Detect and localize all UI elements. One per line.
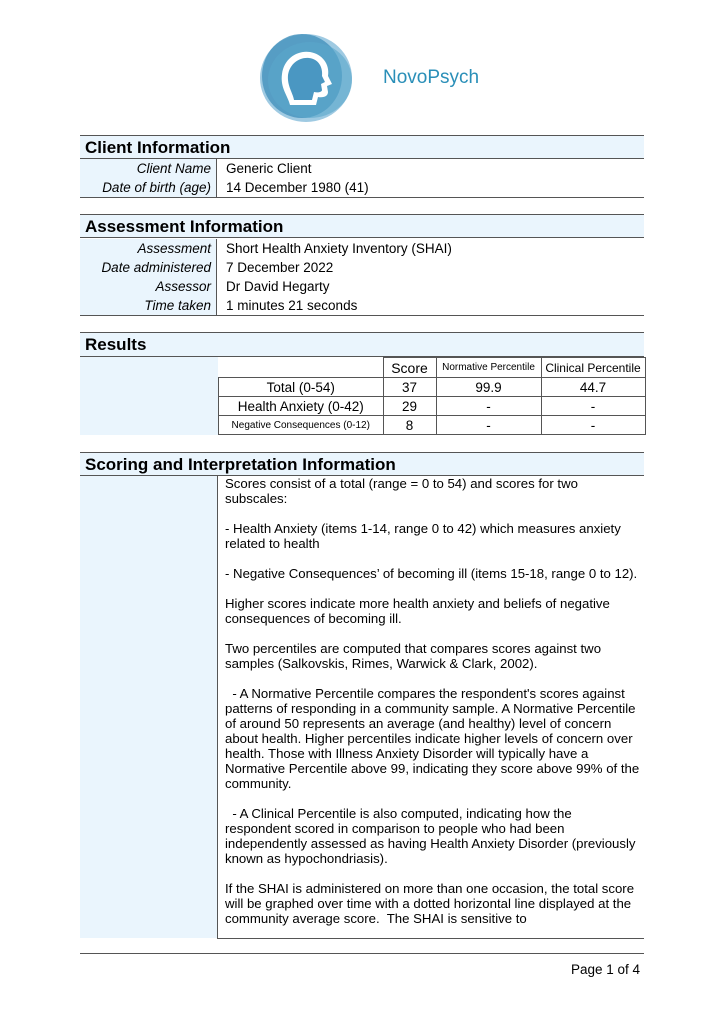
dob-label: Date of birth (age): [80, 178, 217, 197]
date-administered-value: 7 December 2022: [226, 260, 334, 275]
time-taken-value: 1 minutes 21 seconds: [226, 298, 358, 313]
client-name-value: Generic Client: [226, 161, 312, 176]
interpretation-text: [225, 476, 643, 941]
assessor-value: Dr David Hegarty: [226, 279, 330, 294]
time-taken-label: Time taken: [80, 296, 217, 315]
divider: [80, 197, 644, 198]
page-number: Page 1 of 4: [570, 962, 640, 977]
row-label: Negative Consequences (0-12): [219, 416, 384, 435]
dob-row: [80, 178, 644, 197]
normative-cell: -: [436, 416, 541, 435]
date-administered-row: [80, 258, 644, 277]
assessor-row: [80, 277, 644, 296]
table-row: [219, 378, 646, 397]
paragraph: - A Normative Percentile compares the respondent's scores against patterns of responding in a community sample. A Normative Percentile of around 50 represents an average (and healthy) level of concern about health. Higher percentiles indicate higher levels of concern over health. Those with Illness Anxiety Disorder will typically have a Normative Percentile above 99, indicating they score above 99% of the community.: [225, 686, 643, 791]
clinical-cell: 44.7: [541, 378, 645, 397]
score-cell: 8: [383, 416, 436, 435]
normative-cell: -: [436, 397, 541, 416]
interpretation-left-panel: [80, 476, 218, 938]
paragraph: - A Clinical Percentile is also computed, indicating how the respondent scored in comparison to people who had been independently assessed as having Health Anxiety Disorder (previously known as hypochondriasis).: [225, 806, 640, 866]
divider: [217, 938, 644, 939]
assessment-info-heading: Assessment Information: [80, 214, 644, 238]
footer-divider: [80, 953, 644, 954]
divider: [80, 315, 644, 316]
row-label: Health Anxiety (0-42): [219, 397, 384, 416]
assessor-label: Assessor: [80, 277, 217, 296]
results-left-panel: [80, 357, 218, 435]
assessment-row: [80, 239, 644, 258]
table-row: [219, 397, 646, 416]
col-score: Score: [383, 358, 436, 378]
score-cell: 29: [383, 397, 436, 416]
results-heading: Results: [80, 332, 644, 357]
paragraph: - Health Anxiety (items 1-14, range 0 to 42) which measures anxiety related to health: [225, 521, 625, 551]
paragraph: If the SHAI is administered on more than one occasion, the total score will be graphed over time with a dotted horizontal line displayed at the community average score. The SHAI is sensitive to: [225, 881, 638, 926]
results-table: [218, 357, 646, 435]
clinical-cell: -: [541, 397, 645, 416]
client-name-label: Client Name: [80, 159, 217, 178]
client-name-row: [80, 159, 644, 178]
score-cell: 37: [383, 378, 436, 397]
paragraph: Scores consist of a total (range = 0 to 54) and scores for two subscales:: [225, 476, 582, 506]
table-row: [219, 416, 646, 435]
interpretation-heading: Scoring and Interpretation Information: [80, 452, 644, 476]
clinical-cell: -: [541, 416, 645, 435]
col-normative: Normative Percentile: [436, 358, 541, 378]
paragraph: - Negative Consequences’ of becoming ill (items 15-18, range 0 to 12).: [225, 566, 638, 581]
date-administered-label: Date administered: [80, 258, 217, 277]
paragraph: Two percentiles are computed that compares scores against two samples (Salkovskis, Rimes, Warwick & Clark, 2002).: [225, 641, 605, 671]
row-label: Total (0-54): [219, 378, 384, 397]
time-taken-row: [80, 296, 644, 315]
assessment-label: Assessment: [80, 239, 217, 258]
novopsych-logo: [256, 30, 356, 126]
col-clinical: Clinical Percentile: [541, 358, 645, 378]
dob-value: 14 December 1980 (41): [226, 180, 369, 195]
paragraph: Higher scores indicate more health anxiety and beliefs of negative consequences of becoming ill.: [225, 596, 614, 626]
normative-cell: 99.9: [436, 378, 541, 397]
assessment-value: Short Health Anxiety Inventory (SHAI): [226, 241, 452, 256]
client-info-heading: Client Information: [80, 135, 644, 159]
brand-name: NovoPsych: [383, 67, 480, 88]
